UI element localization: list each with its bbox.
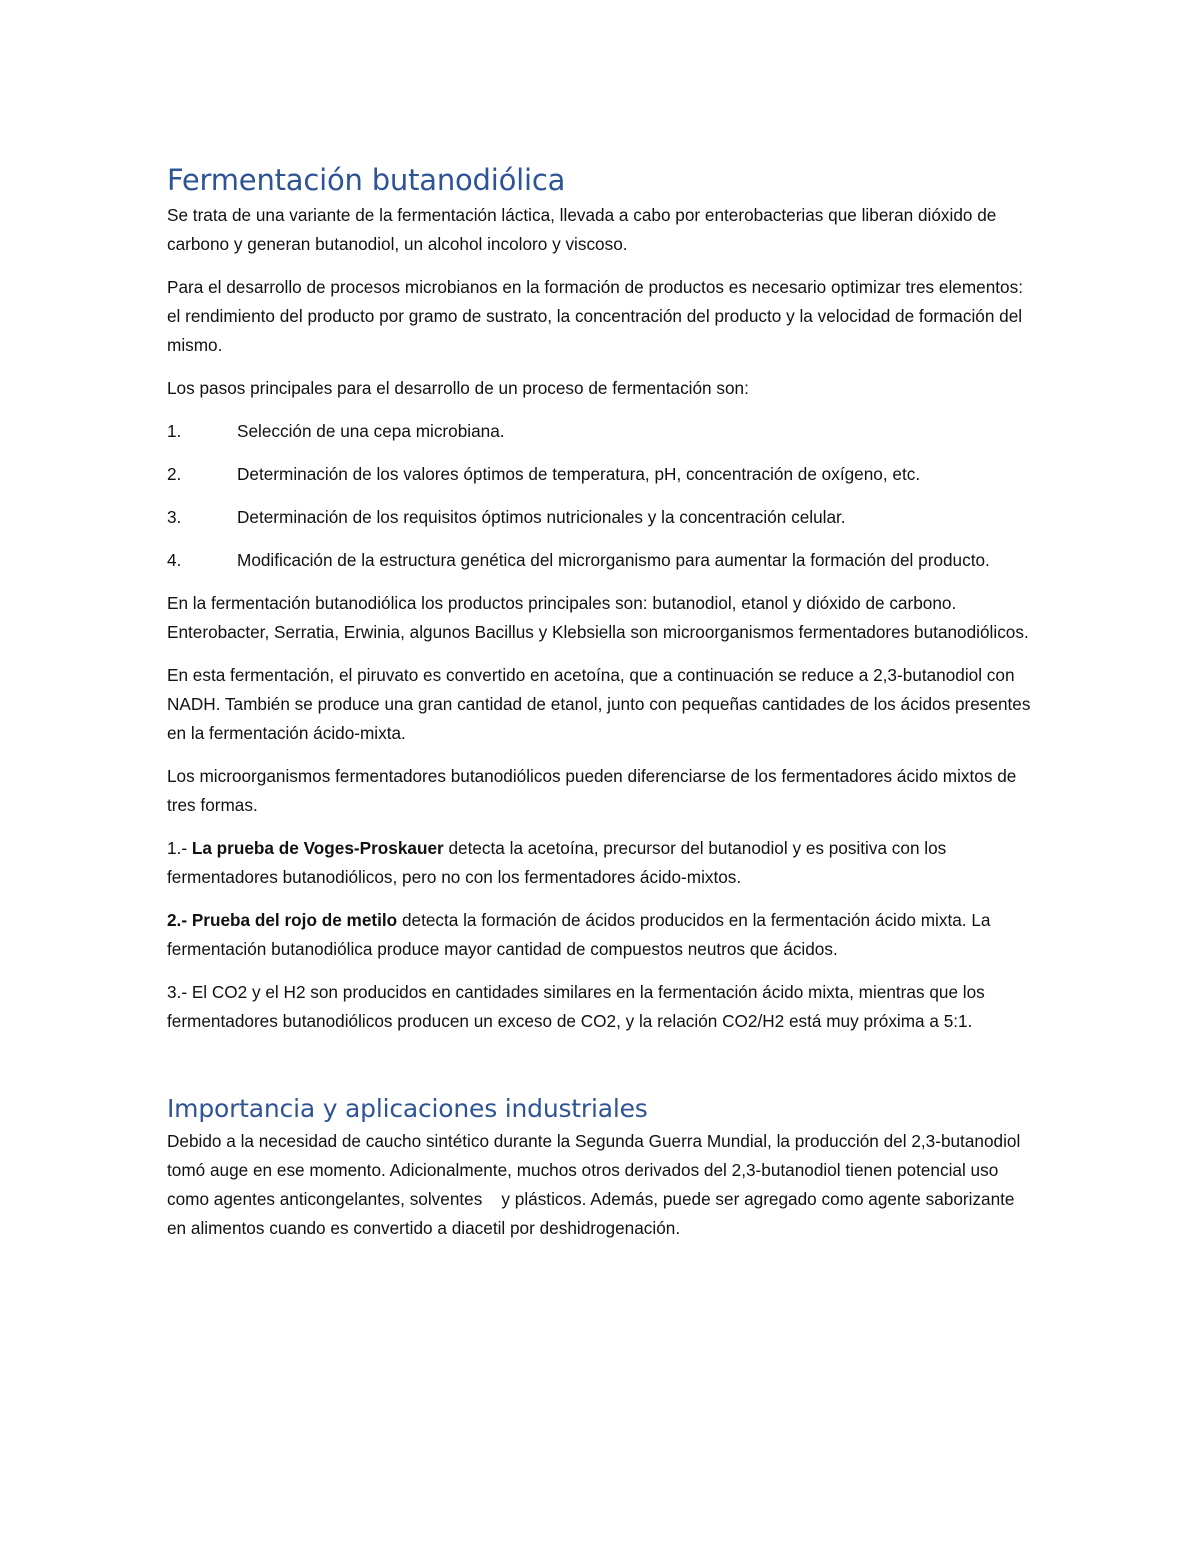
- document-page: [167, 160, 1037, 1257]
- list-number: 1.: [167, 421, 182, 441]
- paragraph-products: En la fermentación butanodiólica los productos principales son: butanodiol, etanol y dióxido de carbono. Enterobacter, Serratia, Erwinia, algunos Bacillus y Klebsiella son microorganismos fermentadores butanodiólicos.: [167, 593, 1029, 642]
- list-number: 2.: [167, 464, 182, 484]
- list-item-step-4: [167, 546, 1037, 575]
- test-description: detecta la acetoína, precursor del butanodiol y es positiva con los fermentadores butanodiólicos, pero no con los fermentadores ácido-mixtos.: [167, 838, 947, 887]
- paragraph-test-co2: 3.- El CO2 y el H2 son producidos en cantidades similares en la fermentación ácido mixta, mientras que los fermentadores butanodiólicos producen un exceso de CO2, y la relación CO2/H2 está muy próxima a 5:1.: [167, 982, 985, 1031]
- section-title-fermentacion: Fermentación butanodiólica: [167, 163, 566, 197]
- paragraph-test-methyl-red: [167, 906, 1037, 964]
- list-item-step-2: [167, 460, 1037, 489]
- paragraph-test-voges: [167, 834, 1037, 892]
- test-name-voges: La prueba de Voges-Proskauer: [191, 838, 444, 858]
- list-text: Determinación de los valores óptimos de temperatura, pH, concentración de oxígeno, etc.: [237, 464, 921, 484]
- list-number: 4.: [167, 550, 182, 570]
- list-text: Determinación de los requisitos óptimos nutricionales y la concentración celular.: [237, 507, 846, 527]
- list-text: Selección de una cepa microbiana.: [237, 421, 505, 441]
- list-number: 3.: [167, 507, 182, 527]
- test-name-methyl-red: 2.- Prueba del rojo de metilo: [167, 910, 398, 930]
- paragraph-differentiation: Los microorganismos fermentadores butanodiólicos pueden diferenciarse de los fermentadores ácido mixtos de tres formas.: [167, 766, 1017, 815]
- paragraph-intro: Se trata de una variante de la fermentación láctica, llevada a cabo por enterobacterias que liberan dióxido de carbono y generan butanodiol, un alcohol incoloro y viscoso.: [167, 205, 997, 254]
- section-title-importancia: Importancia y aplicaciones industriales: [167, 1094, 648, 1123]
- paragraph-pyruvate: En esta fermentación, el piruvato es convertido en acetoína, que a continuación se reduce a 2,3-butanodiol con NADH. También se produce una gran cantidad de etanol, junto con pequeñas cantidades de los ácidos presentes en la fermentación ácido-mixta.: [167, 665, 1031, 743]
- test-description: detecta la formación de ácidos producidos en la fermentación ácido mixta. La fermentación butanodiólica produce mayor cantidad de compuestos neutros que ácidos.: [167, 910, 991, 959]
- paragraph-industrial: Debido a la necesidad de caucho sintético durante la Segunda Guerra Mundial, la producción del 2,3-butanodiol tomó auge en ese momento. Adicionalmente, muchos otros derivados del 2,3-butanodiol tienen potencial uso como agentes anticongelantes, solventes y plásticos. Además, puede ser agregado como agente saborizante en alimentos cuando es convertido a diacetil por deshidrogenación.: [167, 1131, 1026, 1238]
- paragraph-steps-intro: Los pasos principales para el desarrollo de un proceso de fermentación son:: [167, 378, 749, 398]
- list-item-step-3: [167, 503, 1037, 532]
- list-item-step-1: [167, 417, 1037, 446]
- list-text: Modificación de la estructura genética del microrganismo para aumentar la formación del producto.: [237, 550, 990, 570]
- paragraph-optimization: Para el desarrollo de procesos microbianos en la formación de productos es necesario optimizar tres elementos: el rendimiento del producto por gramo de sustrato, la concentración del producto y la velocidad de formación del mismo.: [167, 277, 1023, 355]
- test-prefix: 1.-: [167, 838, 192, 858]
